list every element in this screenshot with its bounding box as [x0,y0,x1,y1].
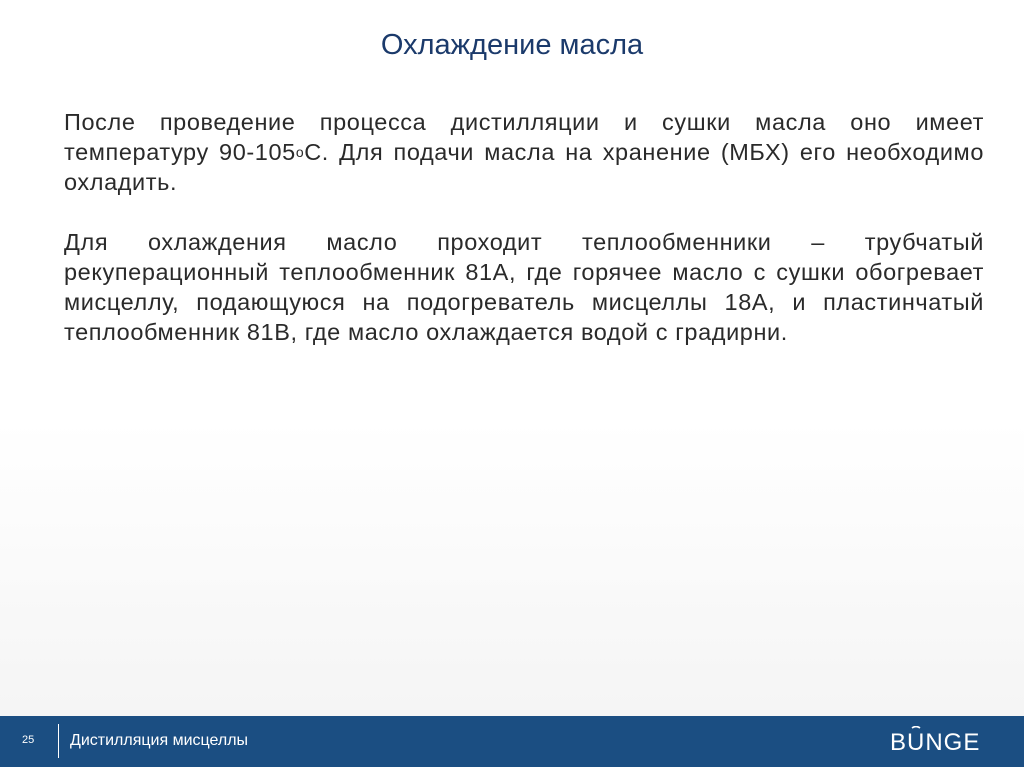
footer-divider [58,724,59,758]
slide-title: Охлаждение масла [380,29,644,61]
bunge-logo [890,726,1002,756]
footer-section-title: Дистилляция мисцеллы [70,732,249,749]
paragraph-1-text-start: После проведение процесса дистилляции и сушки масла оно имеет температуру 90-105 [64,109,984,165]
bunge-logo-text: BUNGE [890,729,981,756]
slide-content [64,107,984,377]
footer-bar [0,716,1024,767]
paragraph-1-text-end: С. Для подачи масла на хранение (МБХ) его необходимо охладить. [64,139,984,195]
degree-symbol: о [295,144,305,160]
paragraph-2: Для охлаждения масло проходит теплообменники – трубчатый рекуперационный теплообменник 81А, где горячее масло с сушки обогревает мисцеллу, подающуюся на подогреватель мисцеллы 18А, и пластинчатый теплообменник 81В, где масло охлаждается водой с градирни. [64,229,984,345]
logo-arc-icon [912,727,920,729]
page-number: 25 [22,734,35,746]
paragraph-1 [64,107,984,197]
